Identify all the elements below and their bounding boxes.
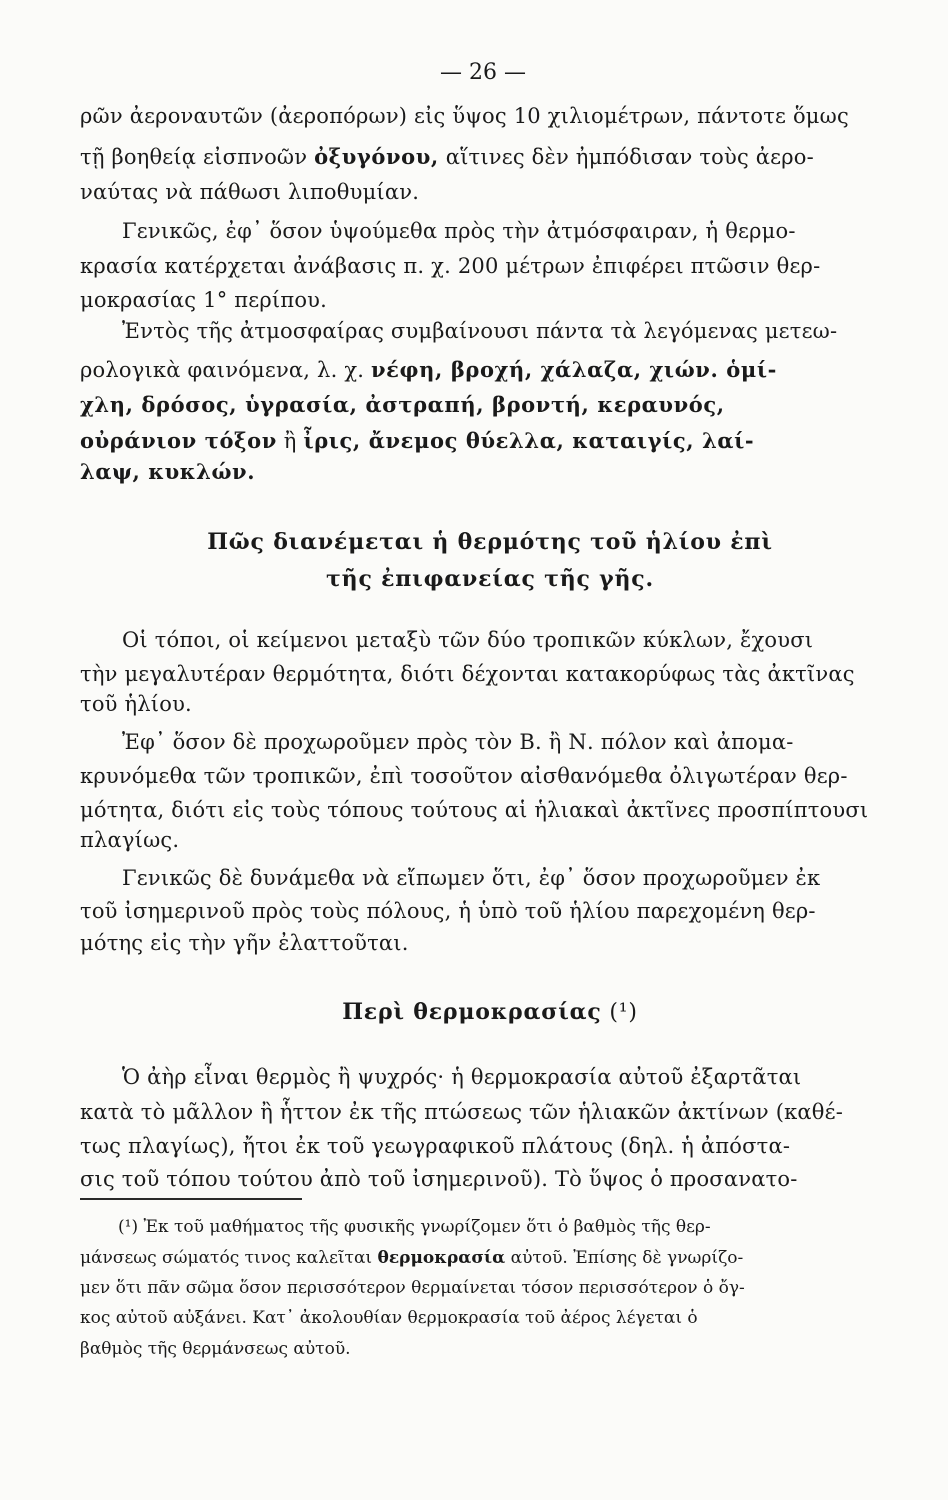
text-line: μοκρασίας 1° περίπου. bbox=[80, 288, 328, 312]
text-line: Γενικῶς, ἐφ᾿ ὅσον ὑψούμεθα πρὸς τὴν ἀτμόσφαιραν, ἡ θερμο- bbox=[122, 219, 796, 243]
footnote-line: κος αὐτοῦ αὐξάνει. Κατ᾿ ἀκολουθίαν θερμοκρασία τοῦ ἀέρος λέγεται ὁ bbox=[80, 1308, 698, 1328]
text-line: πλαγίως. bbox=[80, 828, 180, 852]
bold-term: ὀξυγόνου, bbox=[314, 144, 439, 169]
footnote-line: μεν ὅτι πᾶν σῶμα ὅσον περισσότερον θερμαίνεται τόσον περισσότερον ὁ ὄγ- bbox=[80, 1278, 745, 1298]
text-line bbox=[80, 390, 900, 420]
text-line: ναύτας νὰ πάθωσι λιποθυμίαν. bbox=[80, 180, 420, 204]
section-heading-temperature bbox=[60, 997, 920, 1028]
footnote-divider bbox=[80, 1198, 302, 1200]
text-line: τοῦ ἰσημερινοῦ πρὸς τοὺς πόλους, ἡ ὑπὸ τοῦ ἡλίου παρεχομένη θερ- bbox=[80, 899, 816, 923]
text-line: μότητα, διότι εἰς τοὺς τόπους τούτους αἱ ἡλιακαὶ ἀκτῖνες προσπίπτουσι bbox=[80, 798, 869, 822]
text-line: κρασία κατέρχεται ἀνάβασις π. χ. 200 μέτρων ἐπιφέρει πτῶσιν θερ- bbox=[80, 254, 821, 278]
text-line: ρῶν ἀεροναυτῶν (ἀεροπόρων) εἰς ὕψος 10 χιλιομέτρων, πάντοτε ὅμως bbox=[80, 104, 849, 128]
text-line: Ἐφ᾿ ὅσον δὲ προχωροῦμεν πρὸς τὸν Β. ἢ Ν. πόλον καὶ ἀπομα- bbox=[122, 730, 794, 754]
text-line: Οἱ τόποι, οἱ κείμενοι μεταξὺ τῶν δύο τροπικῶν κύκλων, ἔχουσι bbox=[122, 628, 814, 652]
text-line: τοῦ ἡλίου. bbox=[80, 692, 192, 716]
bold-terms: χλη, δρόσος, ὑγρασία, ἀστραπή, βροντή, κεραυνός, bbox=[80, 392, 725, 417]
bold-terms: νέφη, βροχή, χάλαζα, χιών. ὁμί- bbox=[371, 357, 777, 382]
text-line: Ἐντὸς τῆς ἀτμοσφαίρας συμβαίνουσι πάντα τὰ λεγόμενας μετεω- bbox=[122, 319, 838, 343]
page-number: — 26 — bbox=[440, 60, 526, 85]
text-line: κρυνόμεθα τῶν τροπικῶν, ἐπὶ τοσοῦτον αἰσθανόμεθα ὀλιγωτέραν θερ- bbox=[80, 764, 848, 788]
footnote-line: μάνσεως σώματός τινος καλεῖται θερμοκρασία αὐτοῦ. Ἐπίσης δὲ γνωρίζο- bbox=[80, 1248, 744, 1268]
text-line: οὐράνιον τόξον ἢ ἶρις, ἄνεμος θύελλα, καταιγίς, λαί- bbox=[80, 428, 755, 453]
text-line: κατὰ τὸ μᾶλλον ἢ ἧττον ἐκ τῆς πτώσεως τῶν ἡλιακῶν ἀκτίνων (καθέ- bbox=[80, 1100, 844, 1124]
text-line: Γενικῶς δὲ δυνάμεθα νὰ εἴπωμεν ὅτι, ἐφ᾿ ὅσον προχωροῦμεν ἐκ bbox=[122, 866, 821, 890]
footnote-ref: (¹) bbox=[601, 1000, 638, 1025]
heading-line: Πῶς διανέμεται ἡ θερμότης τοῦ ἡλίου ἐπὶ bbox=[207, 529, 773, 555]
bold-term: θερμοκρασία bbox=[377, 1248, 506, 1268]
text-line: τῇ βοηθείᾳ εἰσπνοῶν ὀξυγόνου, αἵτινες δὲν ἠμπόδισαν τοὺς ἀερο- bbox=[80, 144, 814, 169]
footnote-line: (¹) Ἐκ τοῦ μαθήματος τῆς φυσικῆς γνωρίζομεν ὅτι ὁ βαθμὸς τῆς θερ- bbox=[118, 1217, 711, 1237]
bold-terms: λαψ, κυκλών. bbox=[80, 459, 256, 484]
text-line: Ὁ ἀὴρ εἶναι θερμὸς ἢ ψυχρός· ἡ θερμοκρασία αὐτοῦ ἐξαρτᾶται bbox=[122, 1065, 802, 1089]
text-line bbox=[80, 457, 900, 487]
text-line: μότης εἰς τὴν γῆν ἐλαττοῦται. bbox=[80, 931, 409, 955]
text-line: σις τοῦ τόπου τούτου ἀπὸ τοῦ ἰσημερινοῦ). Τὸ ὕψος ὁ προσανατο- bbox=[80, 1167, 798, 1191]
text-line: τως πλαγίως), ἤτοι ἐκ τοῦ γεωγραφικοῦ πλάτους (δηλ. ἡ ἀπόστα- bbox=[80, 1134, 791, 1158]
heading-title: Περὶ θερμοκρασίας bbox=[342, 999, 602, 1025]
heading-line: τῆς ἐπιφανείας τῆς γῆς. bbox=[326, 566, 654, 592]
text-line: ρολογικὰ φαινόμενα, λ. χ. νέφη, βροχή, χάλαζα, χιών. ὁμί- bbox=[80, 357, 777, 382]
text-line: τὴν μεγαλυτέραν θερμότητα, διότι δέχονται κατακορύφως τὰς ἀκτῖνας bbox=[80, 662, 855, 686]
footnote-line: βαθμὸς τῆς θερμάνσεως αὐτοῦ. bbox=[80, 1339, 351, 1359]
